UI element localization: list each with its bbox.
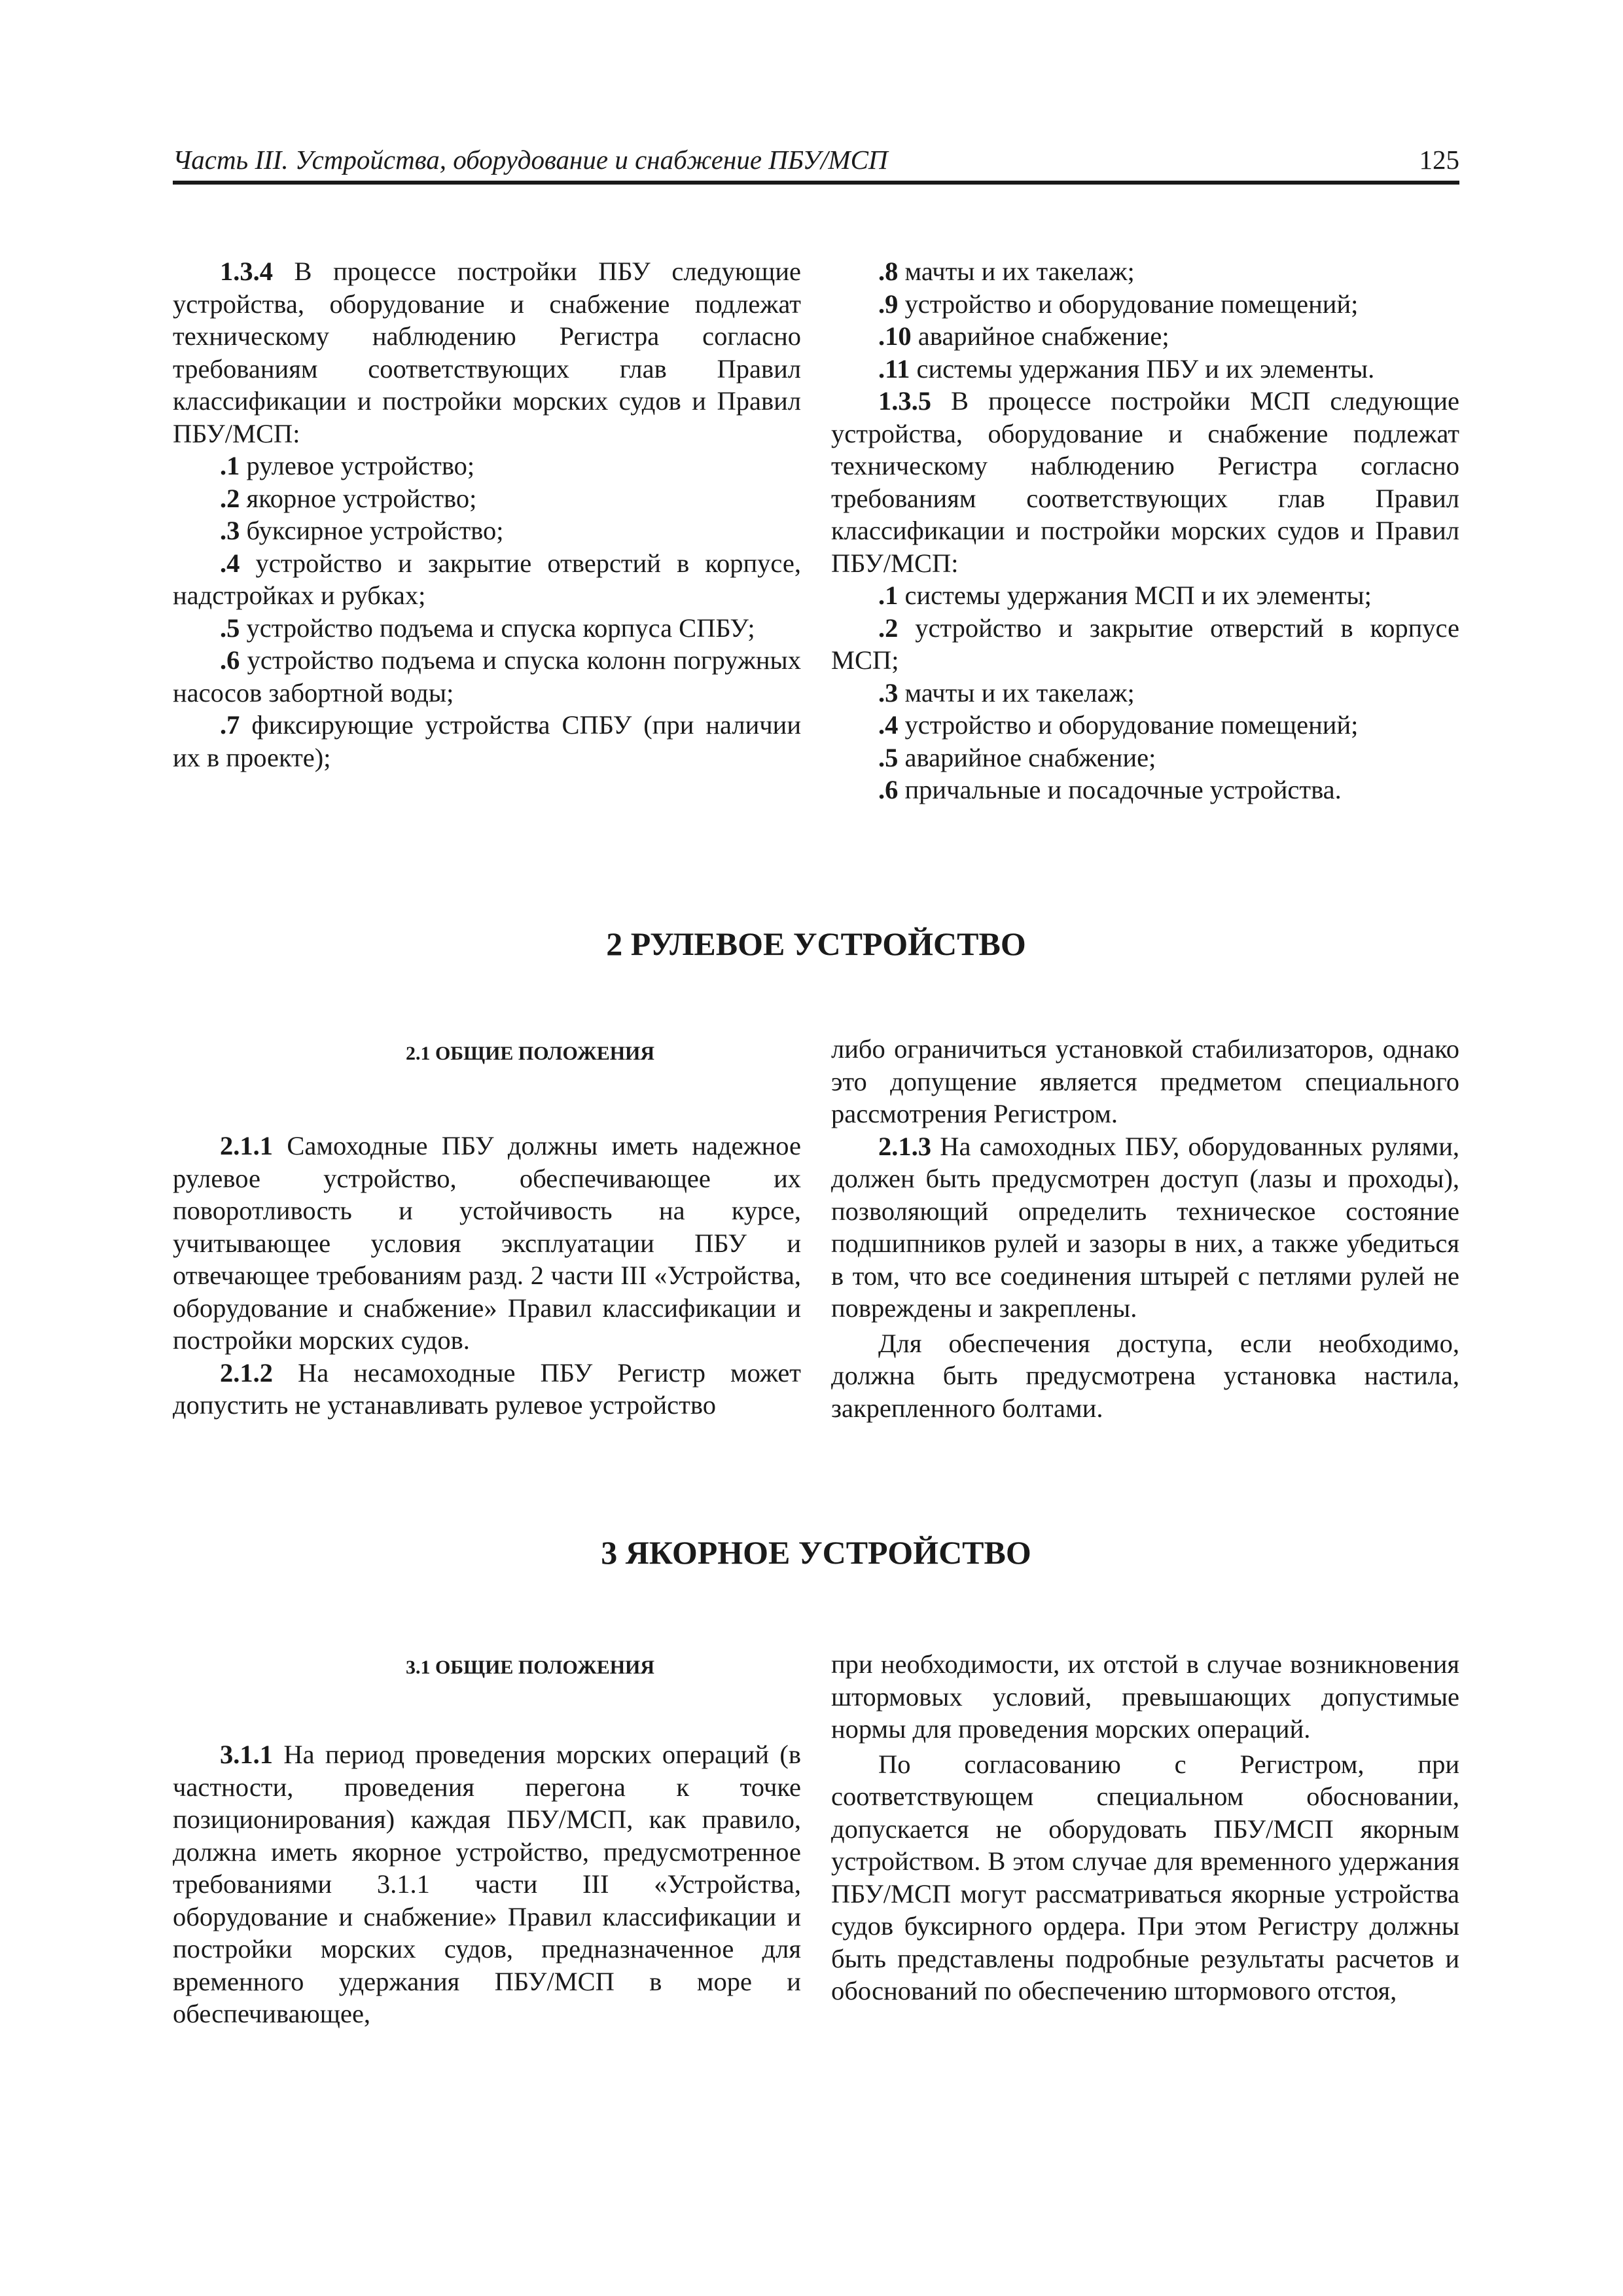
paragraph: По согласованию с Регистром, при соответствующем специальном обосновании, допускается не оборудовать ПБУ/МСП якорным устройством. В этом случае для временного удержания ПБУ/МСП могут рассматриваться якорные устройства судов буксирного ордера. При этом Регистру должны быть представлены подробные результаты расчетов и обоснований по обеспечению штормового отстоя,: [831, 1749, 1459, 2005]
list-item: .5 устройство подъема и спуска корпуса СПБУ;: [220, 613, 755, 643]
list-item: .3 буксирное устройство;: [220, 516, 504, 545]
paragraph: 2.1.3 На самоходных ПБУ, оборудованных рулями, должен быть предусмотрен доступ (лазы и проходы), позволяющий определить техническое состояние подшипников рулей и зазоры в них, а также убедиться в том, что все соединения штырей с петлями рулей не повреждены и закреплены.: [831, 1131, 1459, 1323]
top-right-column: [831, 255, 1459, 806]
list-item: .7 фиксирующие устройства СПБУ (при наличии их в проекте);: [173, 710, 801, 772]
clause-number: 2.1.1: [220, 1131, 273, 1160]
list-item: .9 устройство и оборудование помещений;: [878, 289, 1359, 319]
list-item: .3 мачты и их такелаж;: [878, 677, 1135, 708]
running-title: Часть III. Устройства, оборудование и снабжение ПБУ/МСП: [173, 145, 888, 175]
list-item: .4 устройство и оборудование помещений;: [878, 710, 1359, 740]
top-left-column: [173, 255, 801, 774]
paragraph: либо ограничиться установкой стабилизаторов, однако это допущение является предметом специального рассмотрения Регистром.: [831, 1034, 1459, 1128]
paragraph: 3.1.1 На период проведения морских операций (в частности, проведения перегона к точке позиционирования) каждая ПБУ/МСП, как правило, должна иметь якорное устройство, предусмотренное требованиями 3.1.1 части III «Устройства, оборудование и снабжение» Правил классификации и постройки морских судов, предназначенное для временного удержания ПБУ/МСП в море и обеспечивающее,: [173, 1740, 801, 2028]
list-item: .2 устройство и закрытие отверстий в корпусе МСП;: [831, 613, 1459, 675]
paragraph: Для обеспечения доступа, если необходимо, должна быть предусмотрена установка настила, закрепленного болтами.: [831, 1328, 1459, 1423]
clause-number: 1.3.4: [220, 257, 273, 286]
paragraph: 2.1.1 Самоходные ПБУ должны иметь надежное рулевое устройство, обеспечивающее их поворотливость и устойчивость на курсе, учитывающее условия эксплуатации ПБУ и отвечающее требованиям разд. 2 части III «Устройства, оборудование и снабжение» Правил классификации и постройки морских судов.: [173, 1131, 801, 1355]
list-item: .8 мачты и их такелаж;: [878, 257, 1135, 286]
section-3-left-column: [173, 1655, 801, 2030]
clause-number: 1.3.5: [878, 386, 931, 416]
list-item: .6 причальные и посадочные устройства.: [878, 775, 1342, 804]
section-2-subheading: 2.1 ОБЩИЕ ПОЛОЖЕНИЯ: [405, 1043, 655, 1064]
list-item: .10 аварийное снабжение;: [878, 321, 1169, 351]
paragraph: 2.1.2 На несамоходные ПБУ Регистр может допустить не устанавливать рулевое устройство: [173, 1357, 801, 1420]
running-header: [173, 143, 1459, 185]
list-item: .1 системы удержания МСП и их элементы;: [878, 581, 1372, 610]
section-3-subheading: 3.1 ОБЩИЕ ПОЛОЖЕНИЯ: [405, 1657, 655, 1678]
list-item: .5 аварийное снабжение;: [878, 742, 1156, 772]
paragraph: 1.3.4 В процессе постройки ПБУ следующие устройства, оборудование и снабжение подлежат техническому наблюдению Регистра согласно требованиям соответствующих глав Правил классификации и постройки морских судов и Правил ПБУ/МСП:: [173, 257, 801, 448]
paragraph: при необходимости, их отстой в случае возникновения штормовых условий, превышающих допустимые нормы для проведения морских операций.: [831, 1649, 1459, 1744]
clause-number: 3.1.1: [220, 1740, 273, 1769]
section-2-heading: 2 РУЛЕВОЕ УСТРОЙСТВО: [606, 925, 1026, 962]
paragraph: 1.3.5 В процессе постройки МСП следующие устройства, оборудование и снабжение подлежат техническому наблюдению Регистра согласно требованиям соответствующих глав Правил классификации и постройки морских судов и Правил ПБУ/МСП:: [831, 386, 1459, 578]
list-item: .1 рулевое устройство;: [220, 451, 475, 480]
list-item: .2 якорное устройство;: [220, 483, 477, 513]
page-number: 125: [1419, 145, 1459, 175]
section-2-right-column: [831, 1033, 1459, 1424]
section-3-right-column: [831, 1648, 1459, 2007]
list-item: .11 системы удержания ПБУ и их элементы.: [878, 353, 1375, 384]
list-item: .4 устройство и закрытие отверстий в корпусе, надстройках и рубках;: [173, 548, 801, 610]
section-3-heading: 3 ЯКОРНОЕ УСТРОЙСТВО: [601, 1534, 1031, 1571]
clause-number: 2.1.2: [220, 1357, 273, 1388]
clause-number: 2.1.3: [878, 1131, 931, 1161]
section-2-left-column: [173, 1041, 801, 1422]
list-item: .6 устройство подъема и спуска колонн погружных насосов забортной воды;: [173, 645, 801, 708]
